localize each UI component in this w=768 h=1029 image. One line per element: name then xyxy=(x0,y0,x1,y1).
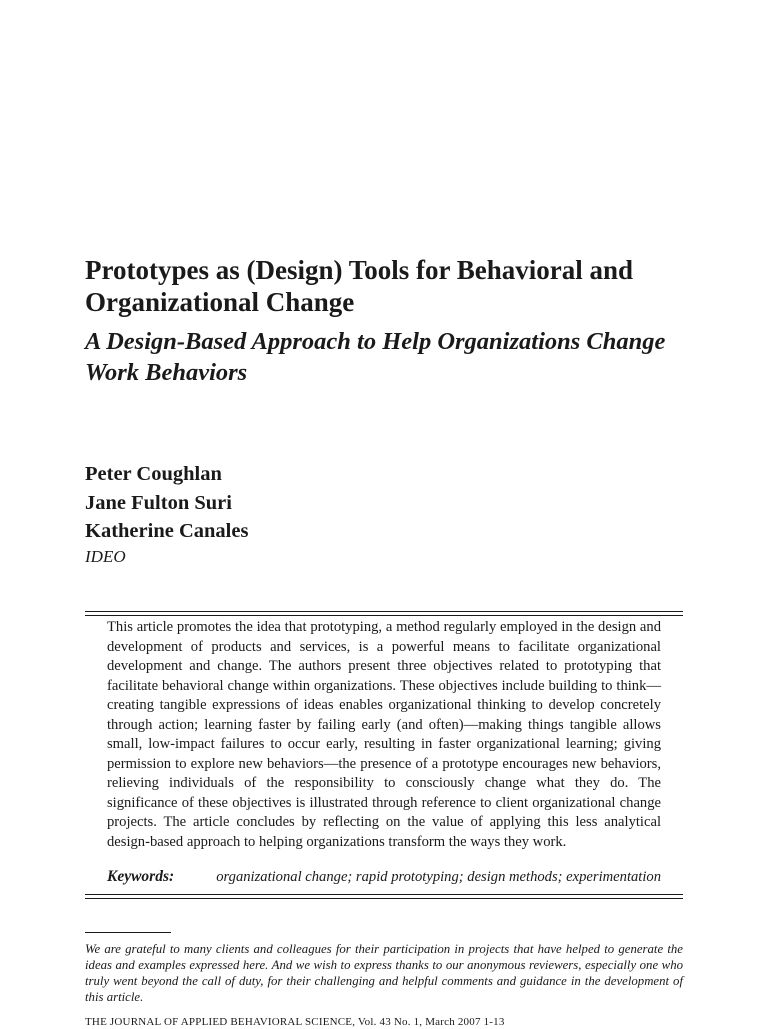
abstract-bottom-rule xyxy=(85,894,683,899)
keywords-text: organizational change; rapid prototyping; design methods; experimentation xyxy=(216,869,661,885)
author-affiliation: IDEO xyxy=(85,546,126,566)
acknowledgement-footnote: We are grateful to many clients and colleagues for their participation in projects that have helped to generate the ideas and examples expressed here. And we wish to express thanks to our anonymous reviewers, especially one who truly went beyond the call of duty, for their challenging and helpful comments and guidance in the development of this article. xyxy=(85,942,683,1004)
author-name: Jane Fulton Suri xyxy=(85,491,232,514)
author-block xyxy=(85,460,485,568)
article-subtitle: A Design-Based Approach to Help Organizations Change Work Behaviors xyxy=(85,328,666,386)
author-name: Katherine Canales xyxy=(85,520,249,542)
article-title: Prototypes as (Design) Tools for Behavioral and Organizational Change xyxy=(85,255,634,317)
journal-citation: THE JOURNAL OF APPLIED BEHAVIORAL SCIENCE, Vol. 43 No. 1, March 2007 1-13 xyxy=(85,1016,505,1028)
footnote-rule xyxy=(85,932,171,933)
author-name: Peter Coughlan xyxy=(85,463,222,485)
abstract-text: This article promotes the idea that prototyping, a method regularly employed in the design and development of products and services, is a powerful means to facilitate organizational development and change. The authors present three objectives related to prototyping that facilitate behavioral change within organizations. These objectives include building to think—creating tangible expressions of ideas enables organizational thinking to develop concretely through action; learning faster by failing early (and often)—making things tangible allows small, low-impact failures to occur early, resulting in faster organizational learning; giving permission to explore new behaviors—the presence of a prototype encourages new behaviors, relieving individuals of the responsibility to consciously change what they do. The significance of these objectives is illustrated through reference to client organizational change projects. The article concludes by reflecting on the value of applying this less analytical design-based approach to helping organizations transform the ways they work. xyxy=(107,619,661,850)
abstract-top-rule xyxy=(85,611,683,616)
keywords-line xyxy=(107,867,661,887)
keywords-label: Keywords: xyxy=(107,868,175,885)
